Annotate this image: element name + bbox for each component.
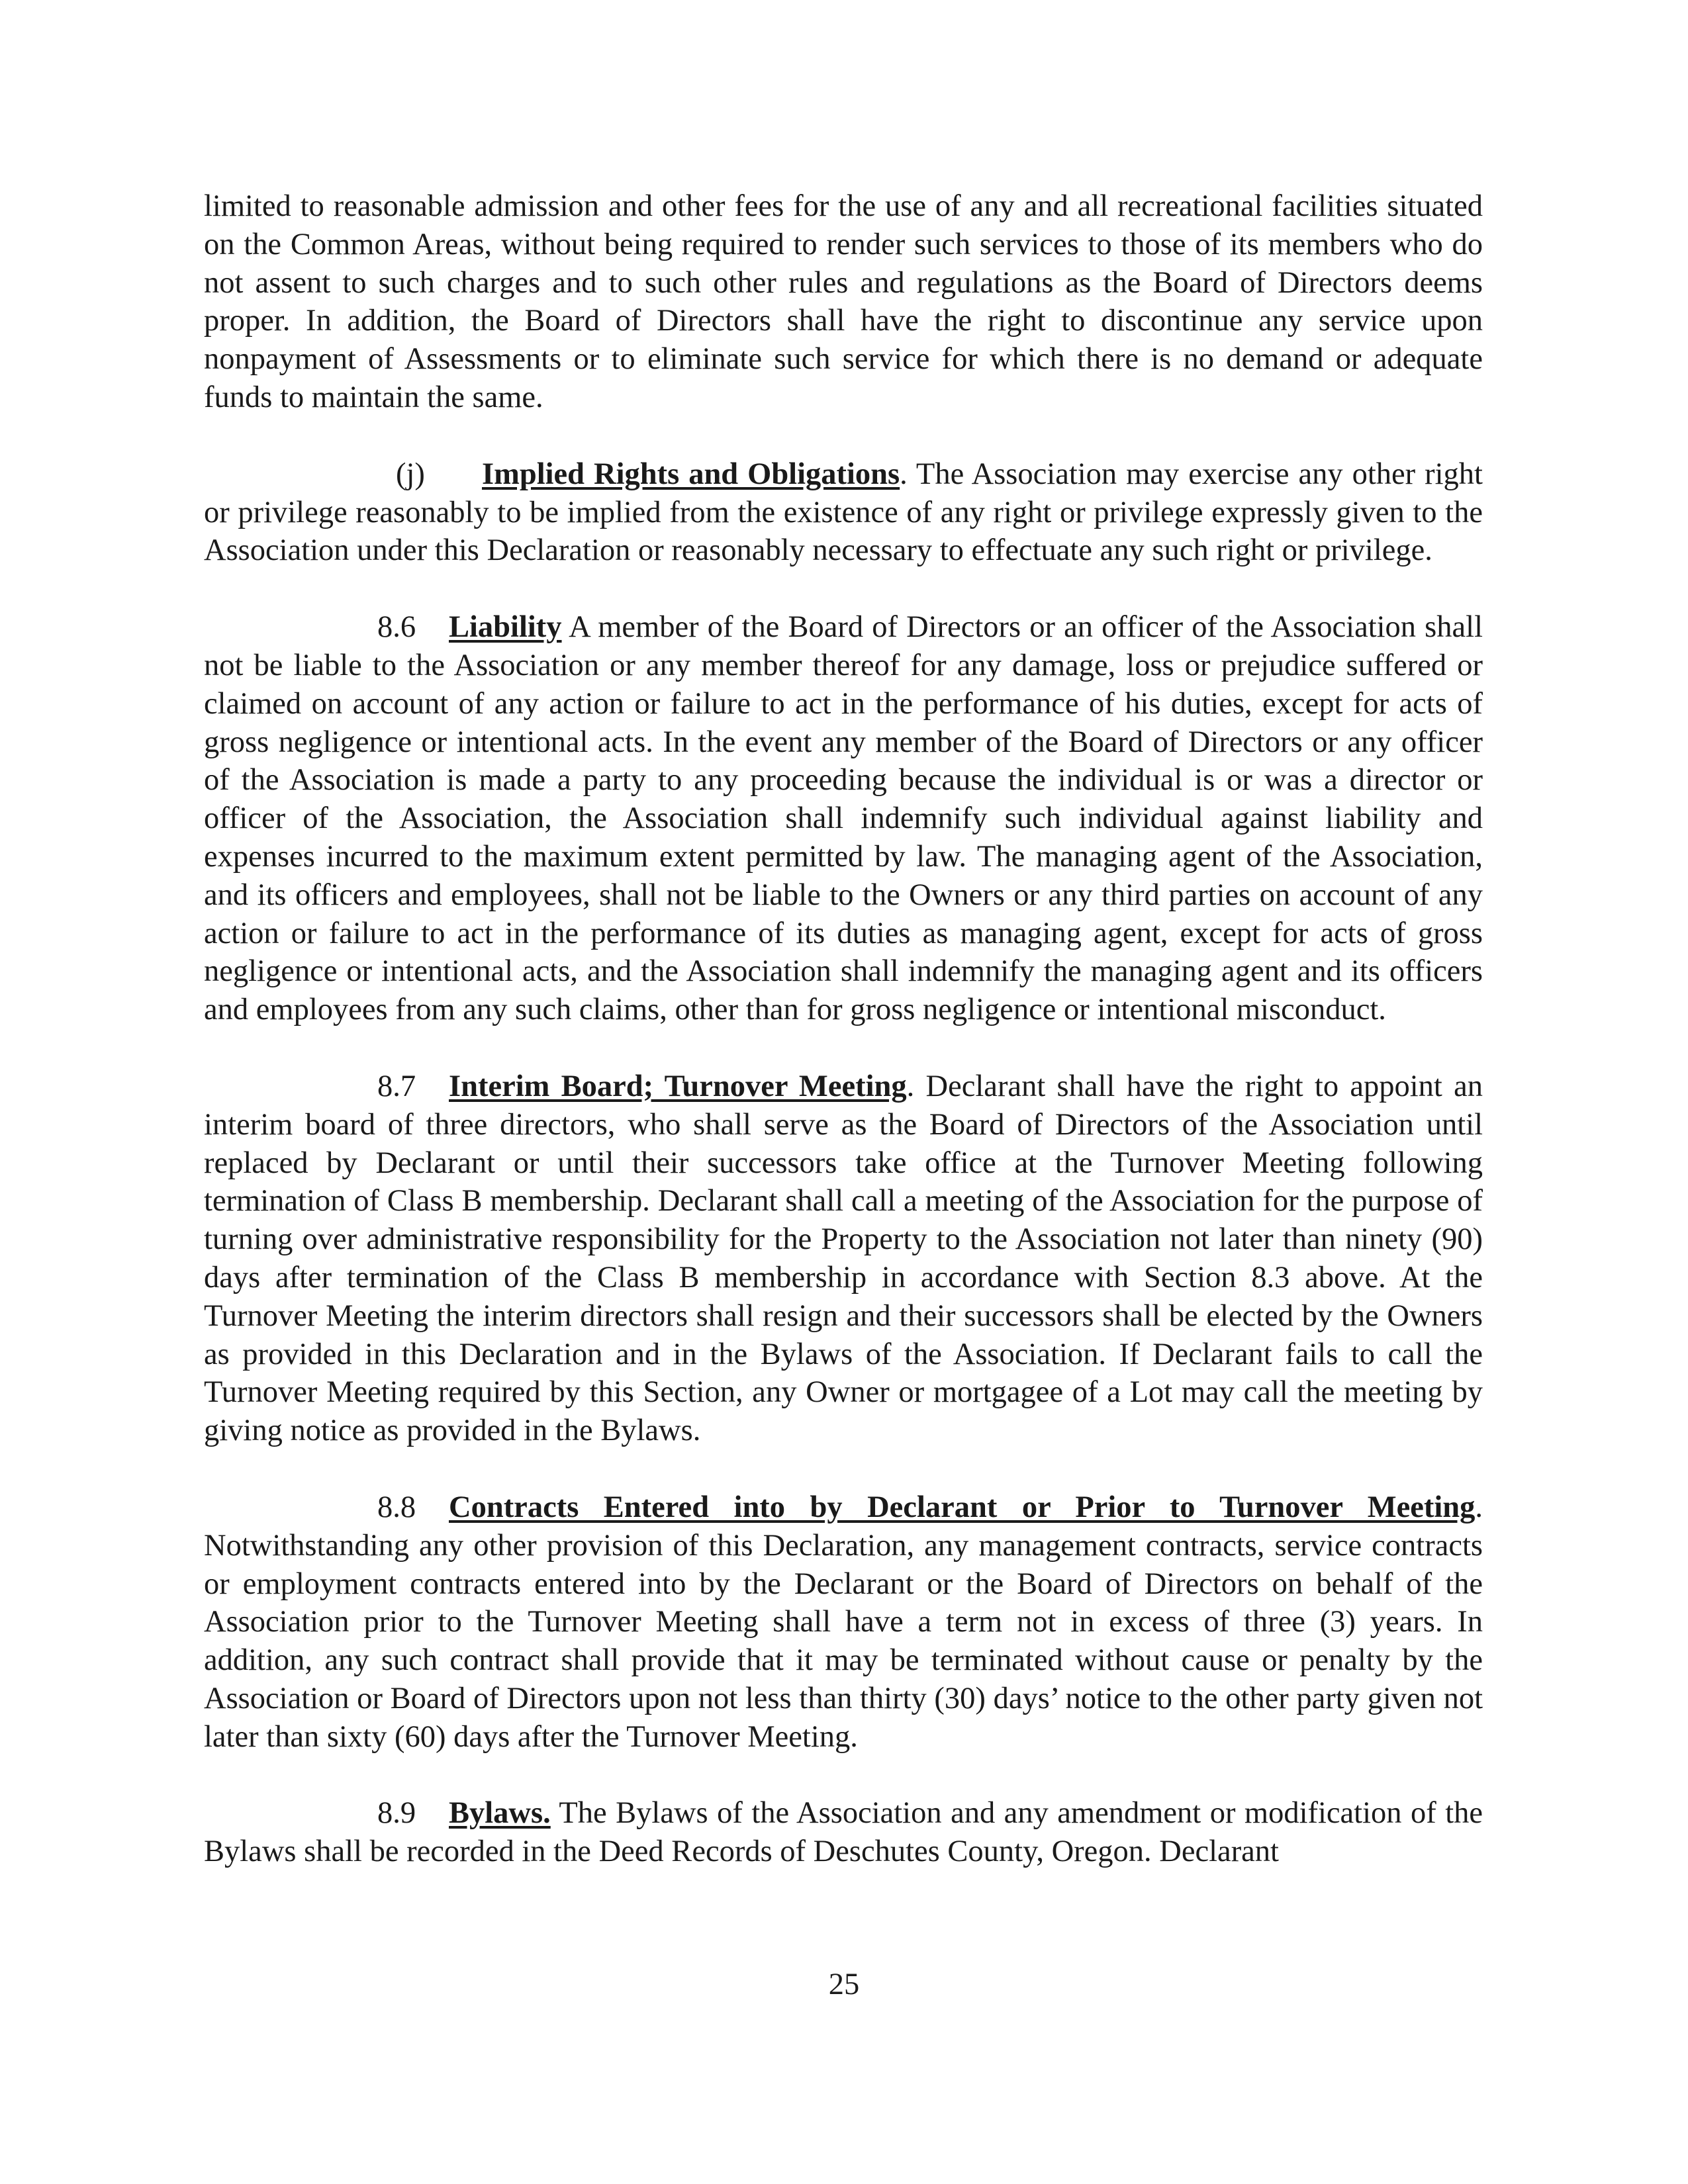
paragraph-text: Notwithstanding any other provision of this Declaration, any management contracts, service contracts or employment contracts entered into by the Declarant or the Board of Directors on behalf of the Association prior to the Turnover Meeting shall have a term not in excess of three (3) years. In addition, any such contract shall provide that it may be terminated without cause or penalty by the Association or Board of Directors upon not less than thirty (30) days’ notice to the other party given not later than sixty (60) days after the Turnover Meeting. <box>204 1528 1483 1754</box>
section-8-8-contracts <box>204 1488 1483 1756</box>
section-heading: Interim Board; Turnover Meeting <box>449 1069 907 1103</box>
page-number: 25 <box>828 1968 860 2001</box>
paragraph-text: A member of the Board of Directors or an officer of the Association shall not be liable to the Association or any member thereof for any damage, loss or prejudice suffered or claimed on account of any action or failure to act in the performance of his duties, except for acts of gross negligence or intentional acts. In the event any member of the Board of Directors or any officer of the Association is made a party to any proceeding because the individual is or was a director or officer of the Association, the Association shall indemnify such individual against liability and expenses incurred to the maximum extent permitted by law. The managing agent of the Association, and its officers and employees, shall not be liable to the Owners or any third parties on account of any action or failure to act in the performance of its duties as managing agent, except for acts of gross negligence or intentional acts, and the Association shall indemnify the managing agent and its officers and employees from any such claims, other than for gross negligence or intentional misconduct. <box>204 610 1483 1027</box>
section-number: 8.9 <box>377 1796 416 1831</box>
heading-punctuation: . <box>900 457 908 491</box>
section-number: 8.8 <box>377 1490 416 1524</box>
paragraph-continued <box>204 187 1483 417</box>
paragraph-text: Declarant shall have the right to appoint an interim board of three directors, who shall serve as the Board of Directors of the Association until replaced by Declarant or until their successors take office at the Turnover Meeting following termination of Class B membership. Declarant shall call a meeting of the Association for the purpose of turning over administrative responsibility for the Property to the Association not later than ninety (90) days after termination of the Class B membership in accordance with Section 8.3 above. At the Turnover Meeting the interim directors shall resign and their successors shall be elected by the Owners as provided in this Declaration and in the Bylaws of the Association. If Declarant fails to call the Turnover Meeting required by this Section, any Owner or mortgagee of a Lot may call the meeting by giving notice as provided in the Bylaws. <box>204 1069 1483 1448</box>
section-number: 8.6 <box>377 610 416 645</box>
paragraph-number: (j) <box>396 457 425 491</box>
section-heading: Implied Rights and Obligations <box>482 457 900 491</box>
section-8-6-liability <box>204 608 1483 1029</box>
heading-punctuation: . <box>906 1069 915 1103</box>
heading-punctuation: . <box>1475 1490 1483 1524</box>
paragraph-text: The Bylaws of the Association and any amendment or modification of the Bylaws shall be recorded in the Deed Records of Deschutes County, Oregon. Declarant <box>204 1796 1483 1869</box>
section-number: 8.7 <box>377 1069 416 1103</box>
paragraph-j-implied-rights <box>204 455 1483 570</box>
section-8-9-bylaws <box>204 1794 1483 1871</box>
paragraph-text: limited to reasonable admission and other fees for the use of any and all recreational facilities situated on the Common Areas, without being required to render such services to those of its members who do not assent to such charges and to such other rules and regulations as the Board of Directors deems proper. In addition, the Board of Directors shall have the right to discontinue any service upon nonpayment of Assessments or to eliminate such service for which there is no demand or adequate funds to maintain the same. <box>204 189 1483 414</box>
section-heading: Bylaws. <box>449 1796 551 1831</box>
document-body <box>204 187 1483 1871</box>
paragraph-text: The Association may exercise any other right or privilege reasonably to be implied from the existence of any right or privilege expressly given to the Association under this Declaration or reasonably necessary to effectuate any such right or privilege. <box>204 457 1483 568</box>
section-heading: Liability <box>449 610 562 645</box>
section-8-7-interim-board <box>204 1068 1483 1450</box>
section-heading: Contracts Entered into by Declarant or Prior to Turnover Meeting <box>449 1490 1476 1524</box>
